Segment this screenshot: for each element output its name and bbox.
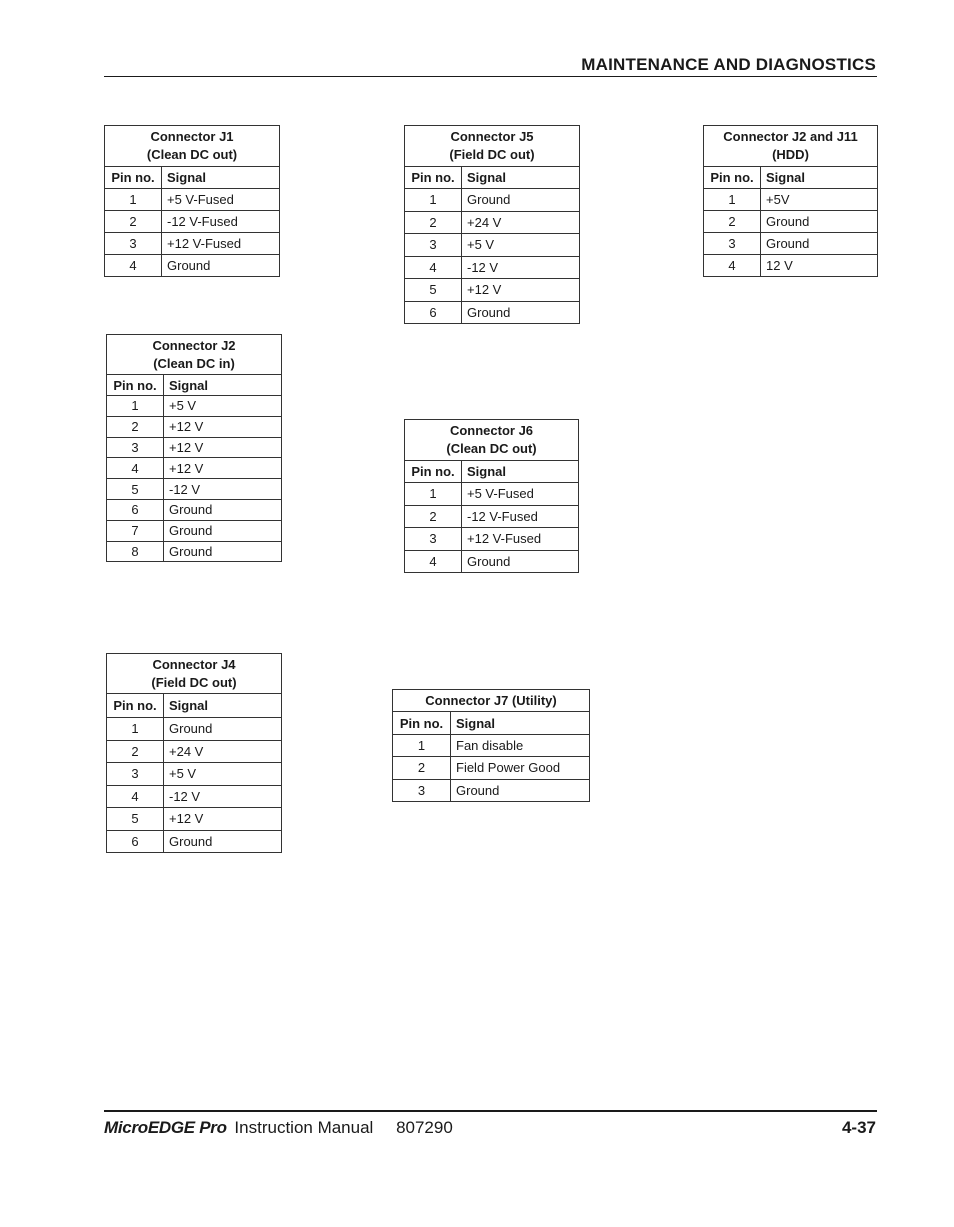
- signal-column-header: Signal: [462, 461, 579, 483]
- table-row: [405, 234, 580, 257]
- signal-name: +5 V: [164, 396, 282, 417]
- signal-name: Ground: [462, 301, 580, 324]
- connector-name: Connector J7 (Utility): [425, 692, 557, 708]
- connector-description: (Field DC out): [151, 674, 237, 690]
- pin-column-header: Pin no.: [105, 167, 162, 189]
- signal-name: +12 V: [164, 416, 282, 437]
- pin-number: 3: [405, 234, 462, 257]
- signal-name: +5 V-Fused: [162, 189, 280, 211]
- signal-name: +12 V: [164, 437, 282, 458]
- table-title: [704, 126, 878, 167]
- signal-name: +5 V: [164, 763, 282, 786]
- pin-number: 2: [704, 211, 761, 233]
- signal-name: +5 V: [462, 234, 580, 257]
- pin-number: 1: [405, 483, 462, 506]
- table-row: [107, 520, 282, 541]
- pin-number: 4: [405, 550, 462, 573]
- table-row: [704, 255, 878, 277]
- table-row: [405, 211, 580, 234]
- table-row: [393, 735, 590, 757]
- pin-number: 2: [393, 757, 451, 779]
- signal-name: Field Power Good: [451, 757, 590, 779]
- footer-rule: [104, 1110, 877, 1112]
- signal-column-header: Signal: [164, 694, 282, 718]
- signal-name: +5 V-Fused: [462, 483, 579, 506]
- pin-number: 4: [405, 256, 462, 279]
- pin-number: 5: [405, 279, 462, 302]
- pin-column-header: Pin no.: [393, 712, 451, 735]
- signal-name: Ground: [451, 779, 590, 801]
- pin-column-header: Pin no.: [107, 694, 164, 718]
- signal-column-header: Signal: [164, 375, 282, 396]
- table-title: [405, 126, 580, 167]
- table-row: [107, 479, 282, 500]
- signal-name: Ground: [761, 233, 878, 255]
- signal-name: 12 V: [761, 255, 878, 277]
- table-row: [105, 211, 280, 233]
- pin-number: 3: [393, 779, 451, 801]
- table-row: [405, 550, 579, 573]
- pin-number: 2: [107, 416, 164, 437]
- page-section-title: MAINTENANCE AND DIAGNOSTICS: [581, 55, 876, 74]
- signal-name: Ground: [164, 718, 282, 741]
- table-title: [105, 126, 280, 167]
- connector-name: Connector J4: [152, 656, 236, 672]
- table-row: [704, 189, 878, 211]
- signal-name: -12 V: [164, 785, 282, 808]
- table-row: [107, 499, 282, 520]
- table-row: [704, 233, 878, 255]
- table-row: [107, 437, 282, 458]
- signal-name: +12 V: [164, 808, 282, 831]
- table-row: [107, 718, 282, 741]
- pin-number: 2: [105, 211, 162, 233]
- document-number: 807290: [396, 1118, 453, 1137]
- signal-name: Ground: [462, 550, 579, 573]
- signal-name: Ground: [164, 499, 282, 520]
- product-brand: MicroEDGE Pro: [104, 1118, 227, 1137]
- manual-label: Instruction Manual: [234, 1118, 374, 1137]
- pin-number: 4: [704, 255, 761, 277]
- table-row: [405, 528, 579, 551]
- table-row: [107, 763, 282, 786]
- signal-name: +5V: [761, 189, 878, 211]
- pin-number: 2: [405, 211, 462, 234]
- table-row: [393, 757, 590, 779]
- table-row: [405, 505, 579, 528]
- signal-name: +12 V-Fused: [462, 528, 579, 551]
- pin-number: 4: [107, 458, 164, 479]
- table-row: [405, 483, 579, 506]
- signal-name: Ground: [164, 830, 282, 853]
- table-row: [405, 256, 580, 279]
- connector-table-j5: [404, 125, 580, 324]
- table-row: [107, 458, 282, 479]
- page-number: 4-37: [841, 1118, 876, 1137]
- pin-number: 8: [107, 541, 164, 562]
- connector-name: Connector J6: [449, 423, 534, 438]
- signal-name: -12 V-Fused: [162, 211, 280, 233]
- table-title: [107, 335, 282, 375]
- connector-name: Connector J5: [450, 129, 534, 144]
- pin-number: 2: [107, 740, 164, 763]
- pin-number: 1: [405, 189, 462, 212]
- pin-number: 7: [107, 520, 164, 541]
- pin-number: 5: [107, 479, 164, 500]
- connector-name: Connector J2: [152, 337, 236, 353]
- pin-column-header: Pin no.: [405, 461, 462, 483]
- signal-name: -12 V: [164, 479, 282, 500]
- connector-name: Connector J1: [150, 129, 234, 144]
- connector-table-j4: [106, 653, 282, 853]
- table-row: [405, 301, 580, 324]
- signal-column-header: Signal: [462, 167, 580, 189]
- signal-name: +24 V: [462, 211, 580, 234]
- table-row: [105, 189, 280, 211]
- table-row: [107, 740, 282, 763]
- pin-number: 4: [105, 255, 162, 277]
- pin-number: 3: [105, 233, 162, 255]
- pin-column-header: Pin no.: [405, 167, 462, 189]
- footer-document-info: [104, 1118, 453, 1138]
- pin-number: 1: [704, 189, 761, 211]
- pin-number: 3: [704, 233, 761, 255]
- pin-column-header: Pin no.: [704, 167, 761, 189]
- table-row: [107, 541, 282, 562]
- table-title: [107, 654, 282, 694]
- connector-table-j2: [106, 334, 282, 562]
- signal-name: Ground: [462, 189, 580, 212]
- table-row: [704, 211, 878, 233]
- pin-number: 6: [107, 830, 164, 853]
- signal-name: +12 V: [164, 458, 282, 479]
- signal-column-header: Signal: [451, 712, 590, 735]
- table-row: [107, 785, 282, 808]
- pin-number: 1: [105, 189, 162, 211]
- connector-description: (HDD): [772, 147, 809, 162]
- table-row: [405, 279, 580, 302]
- connector-description: (Clean DC out): [446, 441, 537, 456]
- signal-name: +12 V-Fused: [162, 233, 280, 255]
- connector-description: (Field DC out): [449, 147, 535, 162]
- signal-name: +12 V: [462, 279, 580, 302]
- pin-number: 4: [107, 785, 164, 808]
- table-row: [105, 255, 280, 277]
- signal-name: -12 V: [462, 256, 580, 279]
- table-row: [105, 233, 280, 255]
- pin-number: 5: [107, 808, 164, 831]
- connector-table-j1: [104, 125, 280, 277]
- connector-table-j6: [404, 419, 579, 573]
- table-row: [107, 396, 282, 417]
- signal-name: +24 V: [164, 740, 282, 763]
- table-row: [393, 779, 590, 801]
- pin-number: 6: [405, 301, 462, 324]
- pin-column-header: Pin no.: [107, 375, 164, 396]
- table-row: [107, 830, 282, 853]
- signal-name: Ground: [164, 520, 282, 541]
- signal-name: Fan disable: [451, 735, 590, 757]
- header-rule: [104, 76, 877, 77]
- pin-number: 1: [107, 396, 164, 417]
- connector-table-j7: [392, 689, 590, 802]
- signal-column-header: Signal: [162, 167, 280, 189]
- table-row: [107, 416, 282, 437]
- pin-number: 3: [107, 763, 164, 786]
- signal-column-header: Signal: [761, 167, 878, 189]
- pin-number: 3: [405, 528, 462, 551]
- pin-number: 1: [107, 718, 164, 741]
- pin-number: 6: [107, 499, 164, 520]
- pin-number: 2: [405, 505, 462, 528]
- pin-number: 1: [393, 735, 451, 757]
- connector-description: (Clean DC out): [146, 147, 238, 162]
- signal-name: Ground: [164, 541, 282, 562]
- table-title: [405, 420, 579, 461]
- connector-name: Connector J2 and J11: [723, 129, 858, 144]
- signal-name: Ground: [162, 255, 280, 277]
- table-row: [405, 189, 580, 212]
- connector-table-j2-j11: [703, 125, 878, 277]
- signal-name: -12 V-Fused: [462, 505, 579, 528]
- table-row: [107, 808, 282, 831]
- pin-number: 3: [107, 437, 164, 458]
- connector-description: (Clean DC in): [153, 355, 235, 371]
- signal-name: Ground: [761, 211, 878, 233]
- table-title: [393, 690, 590, 712]
